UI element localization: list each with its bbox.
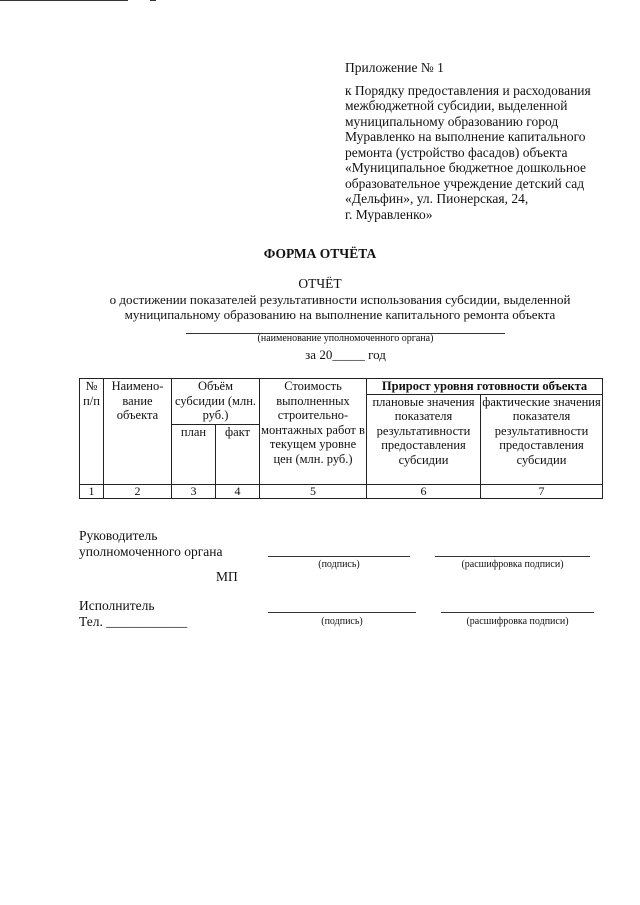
head-decoding-field[interactable] xyxy=(435,556,590,557)
report-description xyxy=(60,292,620,322)
form-title: ФОРМА ОТЧЁТА xyxy=(263,246,377,261)
column-number-cell: 5 xyxy=(260,484,367,498)
head-signature-caption: (подпись) xyxy=(318,559,360,570)
appendix-line: «Дельфин», ул. Пионерская, 24, xyxy=(345,191,529,206)
appendix-line: образовательное учреждение детский сад xyxy=(345,175,585,191)
report-table xyxy=(79,378,603,499)
header-actual-values: фактические значения показателя результативности предоставления субсидии xyxy=(481,394,603,484)
head-signature-label xyxy=(79,528,223,560)
head-signature-field[interactable] xyxy=(268,556,410,557)
description-line: муниципальному образованию на выполнение капитального ремонта объекта xyxy=(124,307,556,322)
header-cost: Стоимость выполненных строительно-монтажных работ в текущем уровне цен (млн. руб.) xyxy=(260,379,367,485)
header-planned-values: плановые значения показателя результативности предоставления субсидии xyxy=(367,394,481,484)
header-number: № п/п xyxy=(80,379,104,485)
executor-label: Исполнитель xyxy=(79,598,155,613)
head-label-line2: уполномоченного органа xyxy=(79,544,223,559)
executor-decoding-field[interactable] xyxy=(441,612,594,613)
report-title: ОТЧЁТ xyxy=(298,276,342,291)
phone-field[interactable]: Тел. ____________ xyxy=(79,614,188,629)
executor-signature-caption: (подпись) xyxy=(321,616,363,627)
column-number-cell: 2 xyxy=(104,484,172,498)
appendix-block xyxy=(345,60,605,222)
appendix-line: «Муниципальное бюджетное дошкольное xyxy=(345,160,586,175)
appendix-line: Муравленко на выполнение капитального xyxy=(345,129,586,144)
appendix-line: г. Муравленко» xyxy=(345,206,433,222)
head-label-line1: Руководитель xyxy=(79,528,158,543)
top-rule-mark xyxy=(150,0,156,1)
org-name-caption: (наименование уполномоченного органа) xyxy=(257,333,434,344)
appendix-line: к Порядку предоставления и расходования xyxy=(345,82,591,98)
header-readiness-growth: Прирост уровня готовности объекта xyxy=(367,379,603,395)
appendix-line: муниципальному образованию город xyxy=(345,113,559,129)
header-object-name: Наимено-вание объекта xyxy=(104,379,172,485)
column-number-cell: 3 xyxy=(172,484,216,498)
executor-decoding-caption: (расшифровка подписи) xyxy=(466,616,569,627)
header-subsidy-volume: Объём субсидии (млн. руб.) xyxy=(172,379,260,425)
report-year: за 20_____ год xyxy=(305,347,386,362)
header-fact: факт xyxy=(216,424,260,484)
column-number-cell: 1 xyxy=(80,484,104,498)
appendix-line: межбюджетной субсидии, выделенной xyxy=(345,98,568,113)
appendix-line: ремонта (устройство фасадов) объекта xyxy=(345,144,568,160)
appendix-heading: Приложение № 1 xyxy=(345,60,444,75)
top-rule xyxy=(0,0,128,1)
executor-signature-field[interactable] xyxy=(268,612,416,613)
stamp-place: МП xyxy=(216,569,238,584)
description-line: о достижении показателей результативности использования субсидии, выделенной xyxy=(109,292,571,307)
head-decoding-caption: (расшифровка подписи) xyxy=(461,559,564,570)
executor-block xyxy=(79,598,187,630)
column-number-cell: 7 xyxy=(481,484,603,498)
header-plan: план xyxy=(172,424,216,484)
column-number-cell: 6 xyxy=(367,484,481,498)
column-number-cell: 4 xyxy=(216,484,260,498)
